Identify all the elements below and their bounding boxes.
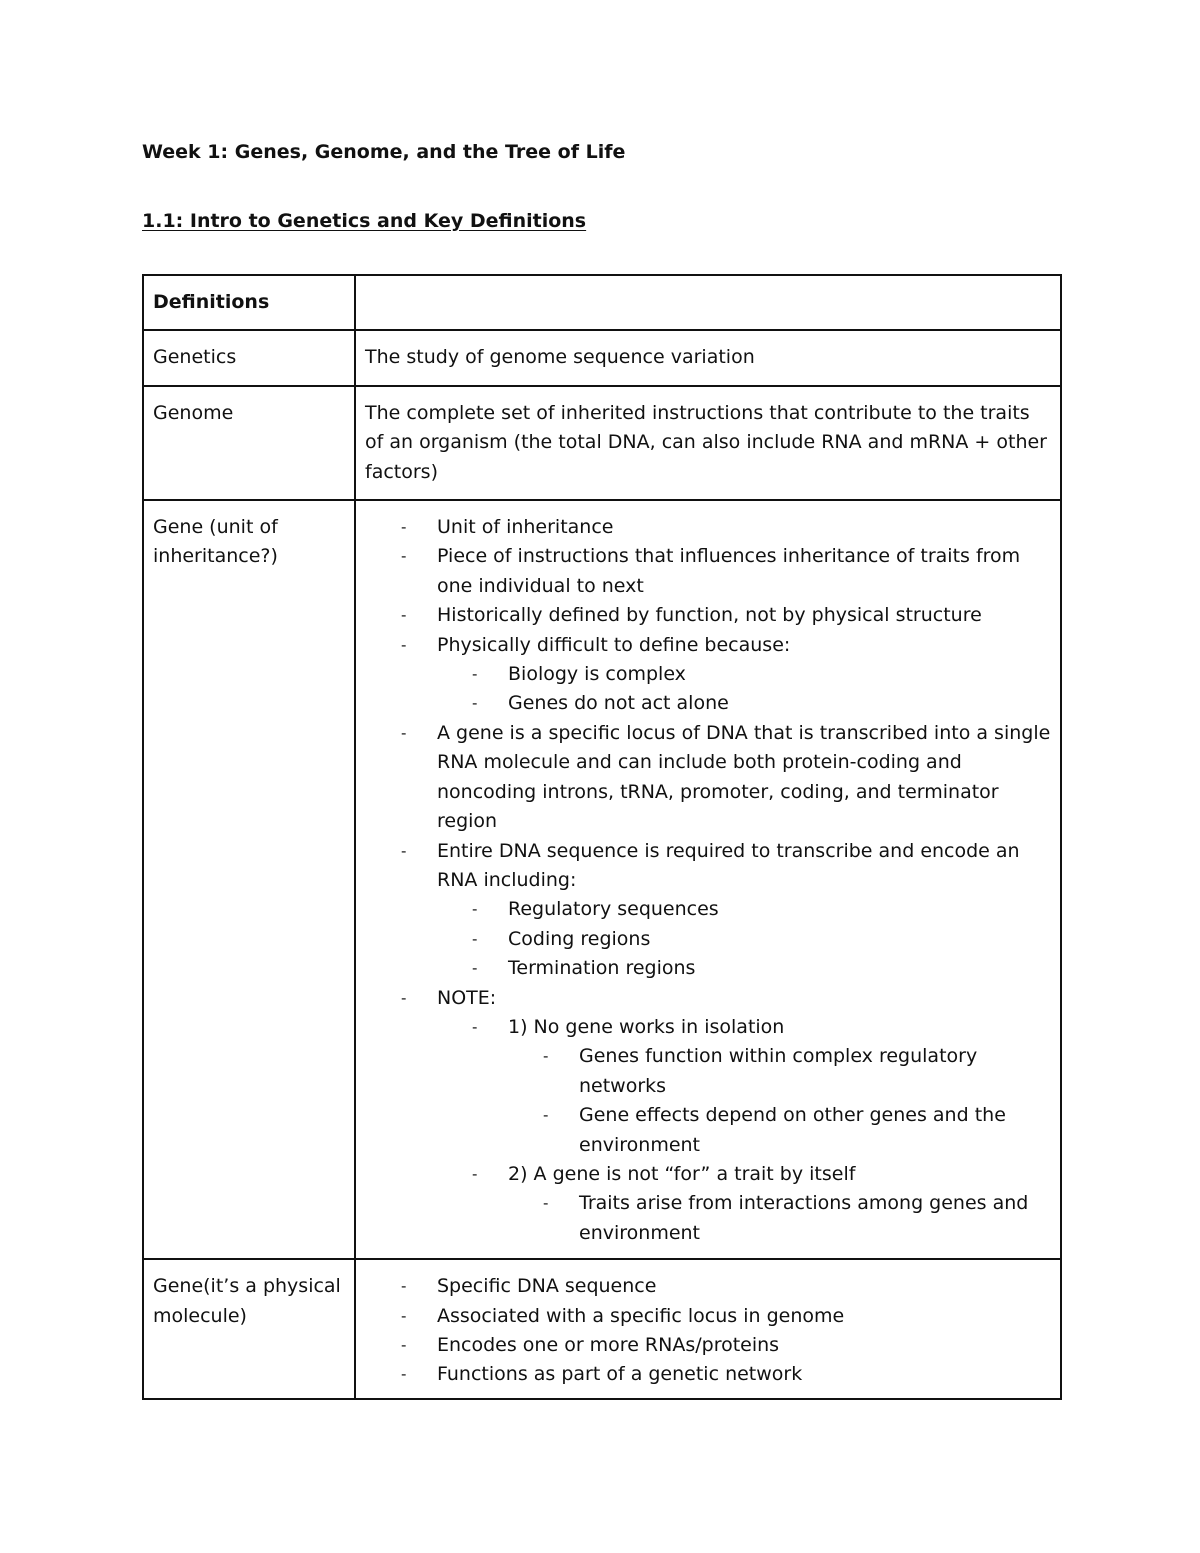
list-item: - A gene is a specific locus of DNA that is transcribed into a single RNA molecule and can include both protein-coding and noncoding introns, tRNA, promoter, coding, and terminator region — [437, 719, 1051, 837]
list-item: - Traits arise from interactions among genes and environment — [579, 1189, 1051, 1248]
list-item: - Genes do not act alone — [508, 689, 1051, 718]
nested-bullet-list — [437, 660, 1051, 719]
dash-bullet: - — [543, 1047, 549, 1066]
dash-bullet: - — [472, 959, 478, 978]
dash-bullet: - — [401, 1336, 407, 1354]
bullet-list — [365, 513, 1051, 1248]
definition-cell: The complete set of inherited instructions that contribute to the traits of an organism (the total DNA, can also include RNA and mRNA + other factors) — [355, 386, 1061, 500]
list-item: - Specific DNA sequence — [437, 1272, 1051, 1301]
dash-bullet: - — [472, 694, 478, 713]
nested-bullet-list — [437, 1013, 1051, 1248]
definitions-table — [142, 274, 1062, 1400]
bullet-list — [365, 1272, 1051, 1390]
page-title: Week 1: Genes, Genome, and the Tree of Life — [142, 141, 626, 163]
dash-bullet: - — [472, 1164, 478, 1183]
table-header-definition — [355, 275, 1061, 330]
dash-bullet: - — [401, 723, 407, 742]
list-item: - Regulatory sequences — [508, 895, 1051, 924]
list-item: - Associated with a specific locus in genome — [437, 1302, 1051, 1331]
list-item: - Gene effects depend on other genes and the environment — [579, 1101, 1051, 1160]
list-item: - Entire DNA sequence is required to transcribe and encode an RNA including: - Regulatory sequences - Coding regions - Termination regions — [437, 837, 1051, 984]
dash-bullet: - — [401, 1306, 407, 1325]
dash-bullet: - — [401, 518, 407, 537]
dash-bullet: - — [401, 1277, 407, 1296]
table-header-term: Definitions — [143, 275, 355, 330]
list-item: - Functions as part of a genetic network — [437, 1360, 1051, 1389]
list-item: - Historically defined by function, not by physical structure — [437, 601, 1051, 630]
dash-bullet: - — [401, 988, 407, 1007]
table-row — [143, 500, 1061, 1259]
table-row — [143, 1259, 1061, 1399]
dash-bullet: - — [401, 547, 407, 566]
dash-bullet: - — [401, 606, 407, 625]
nested-bullet-list — [508, 1042, 1051, 1160]
dash-bullet: - — [472, 1017, 478, 1036]
dash-bullet: - — [472, 929, 478, 948]
dash-bullet: - — [543, 1106, 549, 1125]
table-row — [143, 386, 1061, 500]
term-cell: Genetics — [143, 330, 355, 385]
list-item: - Encodes one or more RNAs/proteins — [437, 1331, 1051, 1360]
term-cell: Genome — [143, 386, 355, 500]
dash-bullet: - — [543, 1194, 549, 1213]
term-cell: Gene(it’s a physical molecule) — [143, 1259, 355, 1399]
list-item: - Piece of instructions that influences inheritance of traits from one individual to next — [437, 542, 1051, 601]
list-item: - Genes function within complex regulatory networks — [579, 1042, 1051, 1101]
list-item: - Coding regions — [508, 925, 1051, 954]
definition-cell — [355, 500, 1061, 1259]
list-item: - 1) No gene works in isolation - Genes function within complex regulatory networks - Gene effects depend on other genes and the environment — [508, 1013, 1051, 1160]
list-item: - Termination regions — [508, 954, 1051, 983]
dash-bullet: - — [472, 900, 478, 919]
list-item: - NOTE: - 1) No gene works in isolation - Genes function within complex regulatory networks - Gene effects depend on other genes and the environment - 2) A gene is not “for” a trait by itself - Traits arise from interactions among genes and environment — [437, 984, 1051, 1249]
list-item: - Physically difficult to define because: - Biology is complex - Genes do not act alone — [437, 631, 1051, 719]
dash-bullet: - — [401, 1365, 407, 1384]
table-row — [143, 330, 1061, 385]
dash-bullet: - — [401, 635, 407, 654]
dash-bullet: - — [472, 665, 478, 684]
nested-bullet-list — [508, 1189, 1051, 1248]
list-item: - Biology is complex — [508, 660, 1051, 689]
list-item: - Unit of inheritance — [437, 513, 1051, 542]
definition-cell: The study of genome sequence variation — [355, 330, 1061, 385]
term-cell: Gene (unit of inheritance?) — [143, 500, 355, 1259]
section-heading: 1.1: Intro to Genetics and Key Definitions — [142, 210, 587, 232]
table-header-row — [143, 275, 1061, 330]
nested-bullet-list — [437, 895, 1051, 983]
list-item: - 2) A gene is not “for” a trait by itself - Traits arise from interactions among genes and environment — [508, 1160, 1051, 1248]
definition-cell — [355, 1259, 1061, 1399]
dash-bullet: - — [401, 841, 407, 860]
